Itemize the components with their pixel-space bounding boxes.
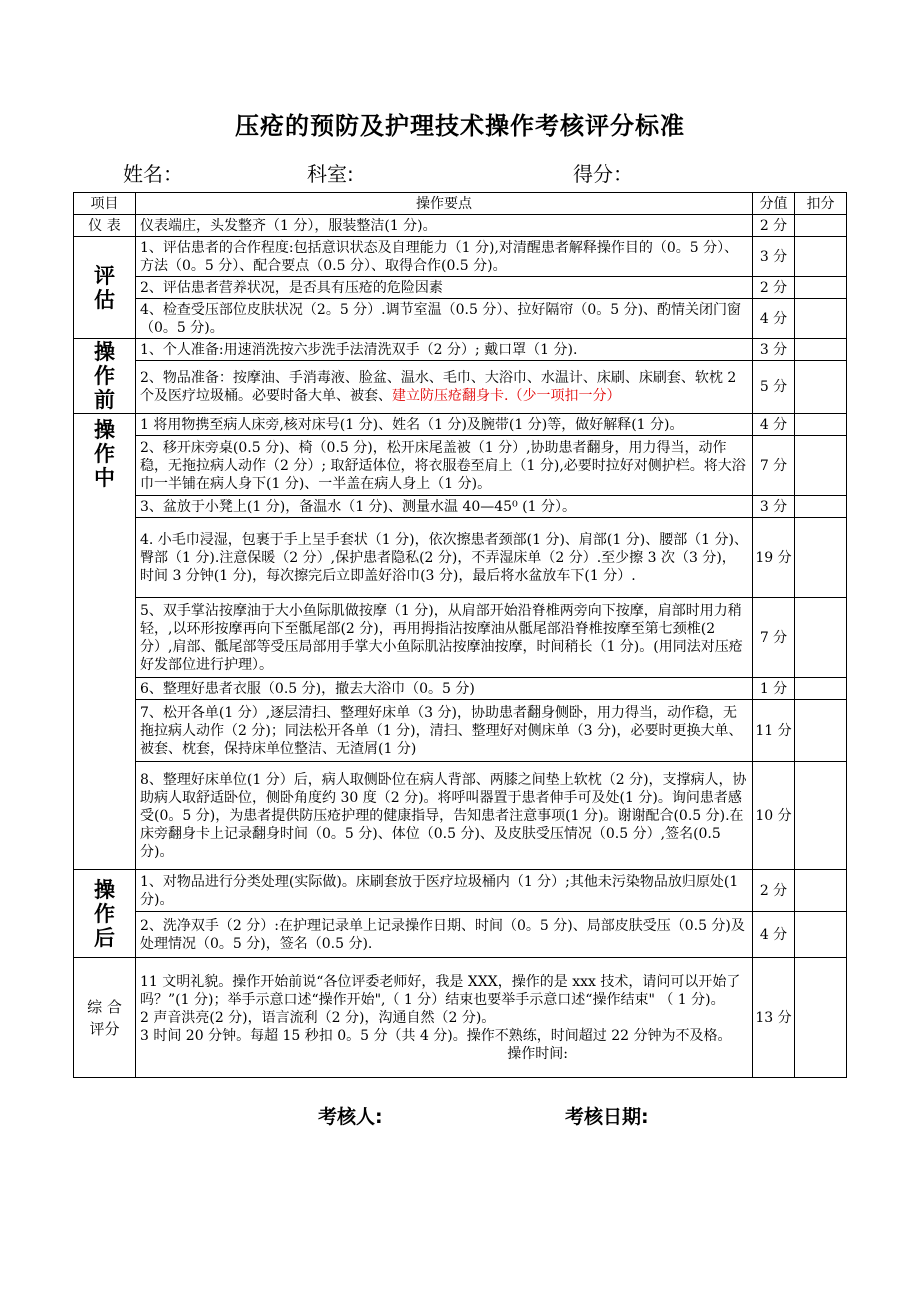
red-note: 建立防压疮翻身卡.（少一项扣一分）: [392, 388, 621, 405]
overall-line-1: 11 文明礼貌。操作开始前说“各位评委老师好，我是 XXX，操作的是 xxx 技术，请问可以开始了吗？”(1 分)；举手示意口述“操作开始",（ 1 分）结束也要举手示意口述“操作结束" （ 1 分)。: [140, 973, 741, 1008]
category-appearance: 仪 表: [74, 215, 136, 237]
row-text: 4、检查受压部位皮肤状况（2。5 分）.调节室温（0.5 分）、拉好隔帘（0。5 分)、酌情关闭门窗（0。5 分)。: [136, 299, 753, 339]
row-text: 2、洗净双手（2 分）:在护理记录单上记录操作日期、时间（0。5 分)、局部皮肤受压（0.5 分)及处理情况（0。5 分)，签名（0.5 分).: [136, 912, 753, 958]
score-label: 得分：: [573, 162, 633, 186]
table-row: [74, 762, 847, 870]
row-text: 2、移开床旁桌(0.5 分)、椅（0.5 分)，松开床尾盖被（1 分）,协助患者翻身，用力得当，动作稳，无拖拉病人动作（2 分）; 取舒适体位，将衣服卷至肩上（1 分),必要时拉好对侧护栏。将大浴巾一半铺在病人身下(1 分)、一半盖在病人身上（1 分)。: [136, 436, 753, 496]
category-during: 操 作 中: [74, 414, 136, 870]
deduct-cell[interactable]: [795, 436, 847, 496]
deduct-cell[interactable]: [795, 215, 847, 237]
row-score: 3 分: [753, 496, 795, 518]
overall-text: [136, 958, 753, 1078]
row-text: 仪表端庄，头发整齐（1 分），服装整洁(1 分)。: [136, 215, 753, 237]
category-after: 操 作 后: [74, 870, 136, 958]
row-text: 1 将用物携至病人床旁,核对床号(1 分)、姓名（1 分)及腕带(1 分)等，做好解释(1 分)。: [136, 414, 753, 436]
row-text: 1、个人准备:用速消洗按六步洗手法清洗双手（2 分）; 戴口罩（1 分).: [136, 339, 753, 361]
row-text: 1、评估患者的合作程度:包括意识状态及自理能力（1 分),对清醒患者解释操作目的（0。5 分）、方法（0。5 分）、配合要点（0.5 分）、取得合作(0.5 分)。: [136, 237, 753, 277]
table-row: [74, 414, 847, 436]
row-score: 4 分: [753, 912, 795, 958]
table-row: [74, 912, 847, 958]
table-row: [74, 237, 847, 277]
table-row: [74, 361, 847, 414]
row-score: 1 分: [753, 678, 795, 700]
deduct-cell[interactable]: [795, 339, 847, 361]
table-row: [74, 518, 847, 598]
row-score: 4 分: [753, 299, 795, 339]
category-assess: 评 估: [74, 237, 136, 339]
table-header-row: [74, 193, 847, 215]
row-score: 19 分: [753, 518, 795, 598]
name-label: 姓名：: [123, 162, 183, 186]
category-overall: 综 合 评分: [74, 958, 136, 1078]
row-text: 6、整理好患者衣服（0.5 分)，撤去大浴巾（0。5 分): [136, 678, 753, 700]
header-item: 项目: [74, 193, 136, 215]
table-row: [74, 958, 847, 1078]
table-row: [74, 299, 847, 339]
deduct-cell[interactable]: [795, 496, 847, 518]
row-score: 2 分: [753, 277, 795, 299]
table-row: [74, 598, 847, 678]
row-text: 2、物品准备：按摩油、手消毒液、脸盆、温水、毛巾、大浴巾、水温计、床刷、床刷套、软枕 2 个及医疗垃圾桶。必要时备大单、被套、建立防压疮翻身卡.（少一项扣一分）: [136, 361, 753, 414]
header-deduct: 扣分: [795, 193, 847, 215]
row-score: 2 分: [753, 870, 795, 912]
deduct-cell[interactable]: [795, 299, 847, 339]
category-before: 操 作 前: [74, 339, 136, 414]
deduct-cell[interactable]: [795, 598, 847, 678]
deduct-cell[interactable]: [795, 678, 847, 700]
table-row: [74, 678, 847, 700]
scoring-table: [73, 192, 847, 1078]
row-score: 3 分: [753, 339, 795, 361]
dept-label: 科室:: [307, 162, 354, 186]
operation-time-label: 操作时间:: [507, 1045, 568, 1062]
table-row: [74, 496, 847, 518]
deduct-cell[interactable]: [795, 277, 847, 299]
deduct-cell[interactable]: [795, 414, 847, 436]
deduct-cell[interactable]: [795, 361, 847, 414]
row-text: 8、整理好床单位(1 分）后，病人取侧卧位在病人背部、两膝之间垫上软枕（2 分)，支撑病人，协助病人取舒适卧位，侧卧角度约 30 度（2 分)。将呼叫器置于患者伸手可及处(1 分)。询问患者感受(0。5 分)，为患者提供防压疮护理的健康指导，告知患者注意事项(1 分)。谢谢配合(0.5 分).在床旁翻身卡上记录翻身时间（0。5 分)、体位（0.5 分)、及皮肤受压情况（0.5 分）,签名(0.5 分)。: [136, 762, 753, 870]
row-text: 1、对物品进行分类处理(实际做)。床刷套放于医疗垃圾桶内（1 分）;其他未污染物品放归原处(1 分)。: [136, 870, 753, 912]
row-text: 2、评估患者营养状况，是否具有压疮的危险因素: [136, 277, 753, 299]
row-score: 7 分: [753, 436, 795, 496]
deduct-cell[interactable]: [795, 762, 847, 870]
deduct-cell[interactable]: [795, 518, 847, 598]
row-text: 4. 小毛巾浸湿，包裹于手上呈手套状（1 分)，依次擦患者颈部(1 分)、肩部(1 分)、腰部（1 分)、臀部（1 分).注意保暖（2 分）,保护患者隐私(2 分)，不弄湿床单（2 分）.至少擦 3 次（3 分)，时间 3 分钟(1 分)，每次擦完后立即盖好浴巾(3 分)，最后将水盆放车下(1 分）.: [136, 518, 753, 598]
deduct-cell[interactable]: [795, 912, 847, 958]
row-score: 3 分: [753, 237, 795, 277]
row-score: 4 分: [753, 414, 795, 436]
table-row: [74, 870, 847, 912]
row-score: 7 分: [753, 598, 795, 678]
row-text: 3、盆放于小凳上(1 分)，备温水（1 分)、测量水温 40—45⁰ (1 分）。: [136, 496, 753, 518]
row-score: 5 分: [753, 361, 795, 414]
deduct-cell[interactable]: [795, 237, 847, 277]
row-score: 11 分: [753, 700, 795, 762]
examiner-label: 考核人:: [318, 1106, 383, 1128]
table-row: [74, 700, 847, 762]
row-text: 7、松开各单(1 分）,逐层清扫、整理好床单（3 分)，协助患者翻身侧卧，用力得当，动作稳，无拖拉病人动作（2 分)；同法松开各单（1 分)，清扫、整理好对侧床单（3 分)，必要时更换大单、被套、枕套，保持床单位整洁、无渣屑(1 分): [136, 700, 753, 762]
deduct-cell[interactable]: [795, 870, 847, 912]
row-score: 10 分: [753, 762, 795, 870]
table-row: [74, 277, 847, 299]
table-row: [74, 339, 847, 361]
header-points: 操作要点: [136, 193, 753, 215]
header-value: 分值: [753, 193, 795, 215]
row-score: 2 分: [753, 215, 795, 237]
row-text: 5、双手掌沾按摩油于大小鱼际肌做按摩（1 分)，从肩部开始沿脊椎两旁向下按摩，肩部时用力稍轻，,以环形按摩再向下至骶尾部(2 分)，再用拇指沾按摩油从骶尾部沿脊椎按摩至第七颈椎(2 分）,肩部、骶尾部等受压局部用手掌大小鱼际肌沾按摩油按摩，时间稍长（1 分)。(用同法对压疮好发部位进行护理）。: [136, 598, 753, 678]
deduct-cell[interactable]: [795, 958, 847, 1078]
table-row: [74, 436, 847, 496]
exam-date-label: 考核日期:: [565, 1106, 649, 1128]
deduct-cell[interactable]: [795, 700, 847, 762]
page-title: 压疮的预防及护理技术操作考核评分标准: [235, 112, 685, 140]
overall-line-2: 2 声音洪亮(2 分)，语言流利（2 分)，沟通自然（2 分)。: [140, 1009, 496, 1026]
overall-line-3: 3 时间 20 分钟。每超 15 秒扣 0。5 分（共 4 分)。操作不熟练，时间超过 22 分钟为不及格。: [140, 1027, 732, 1044]
row-score: 13 分: [753, 958, 795, 1078]
table-row: [74, 215, 847, 237]
